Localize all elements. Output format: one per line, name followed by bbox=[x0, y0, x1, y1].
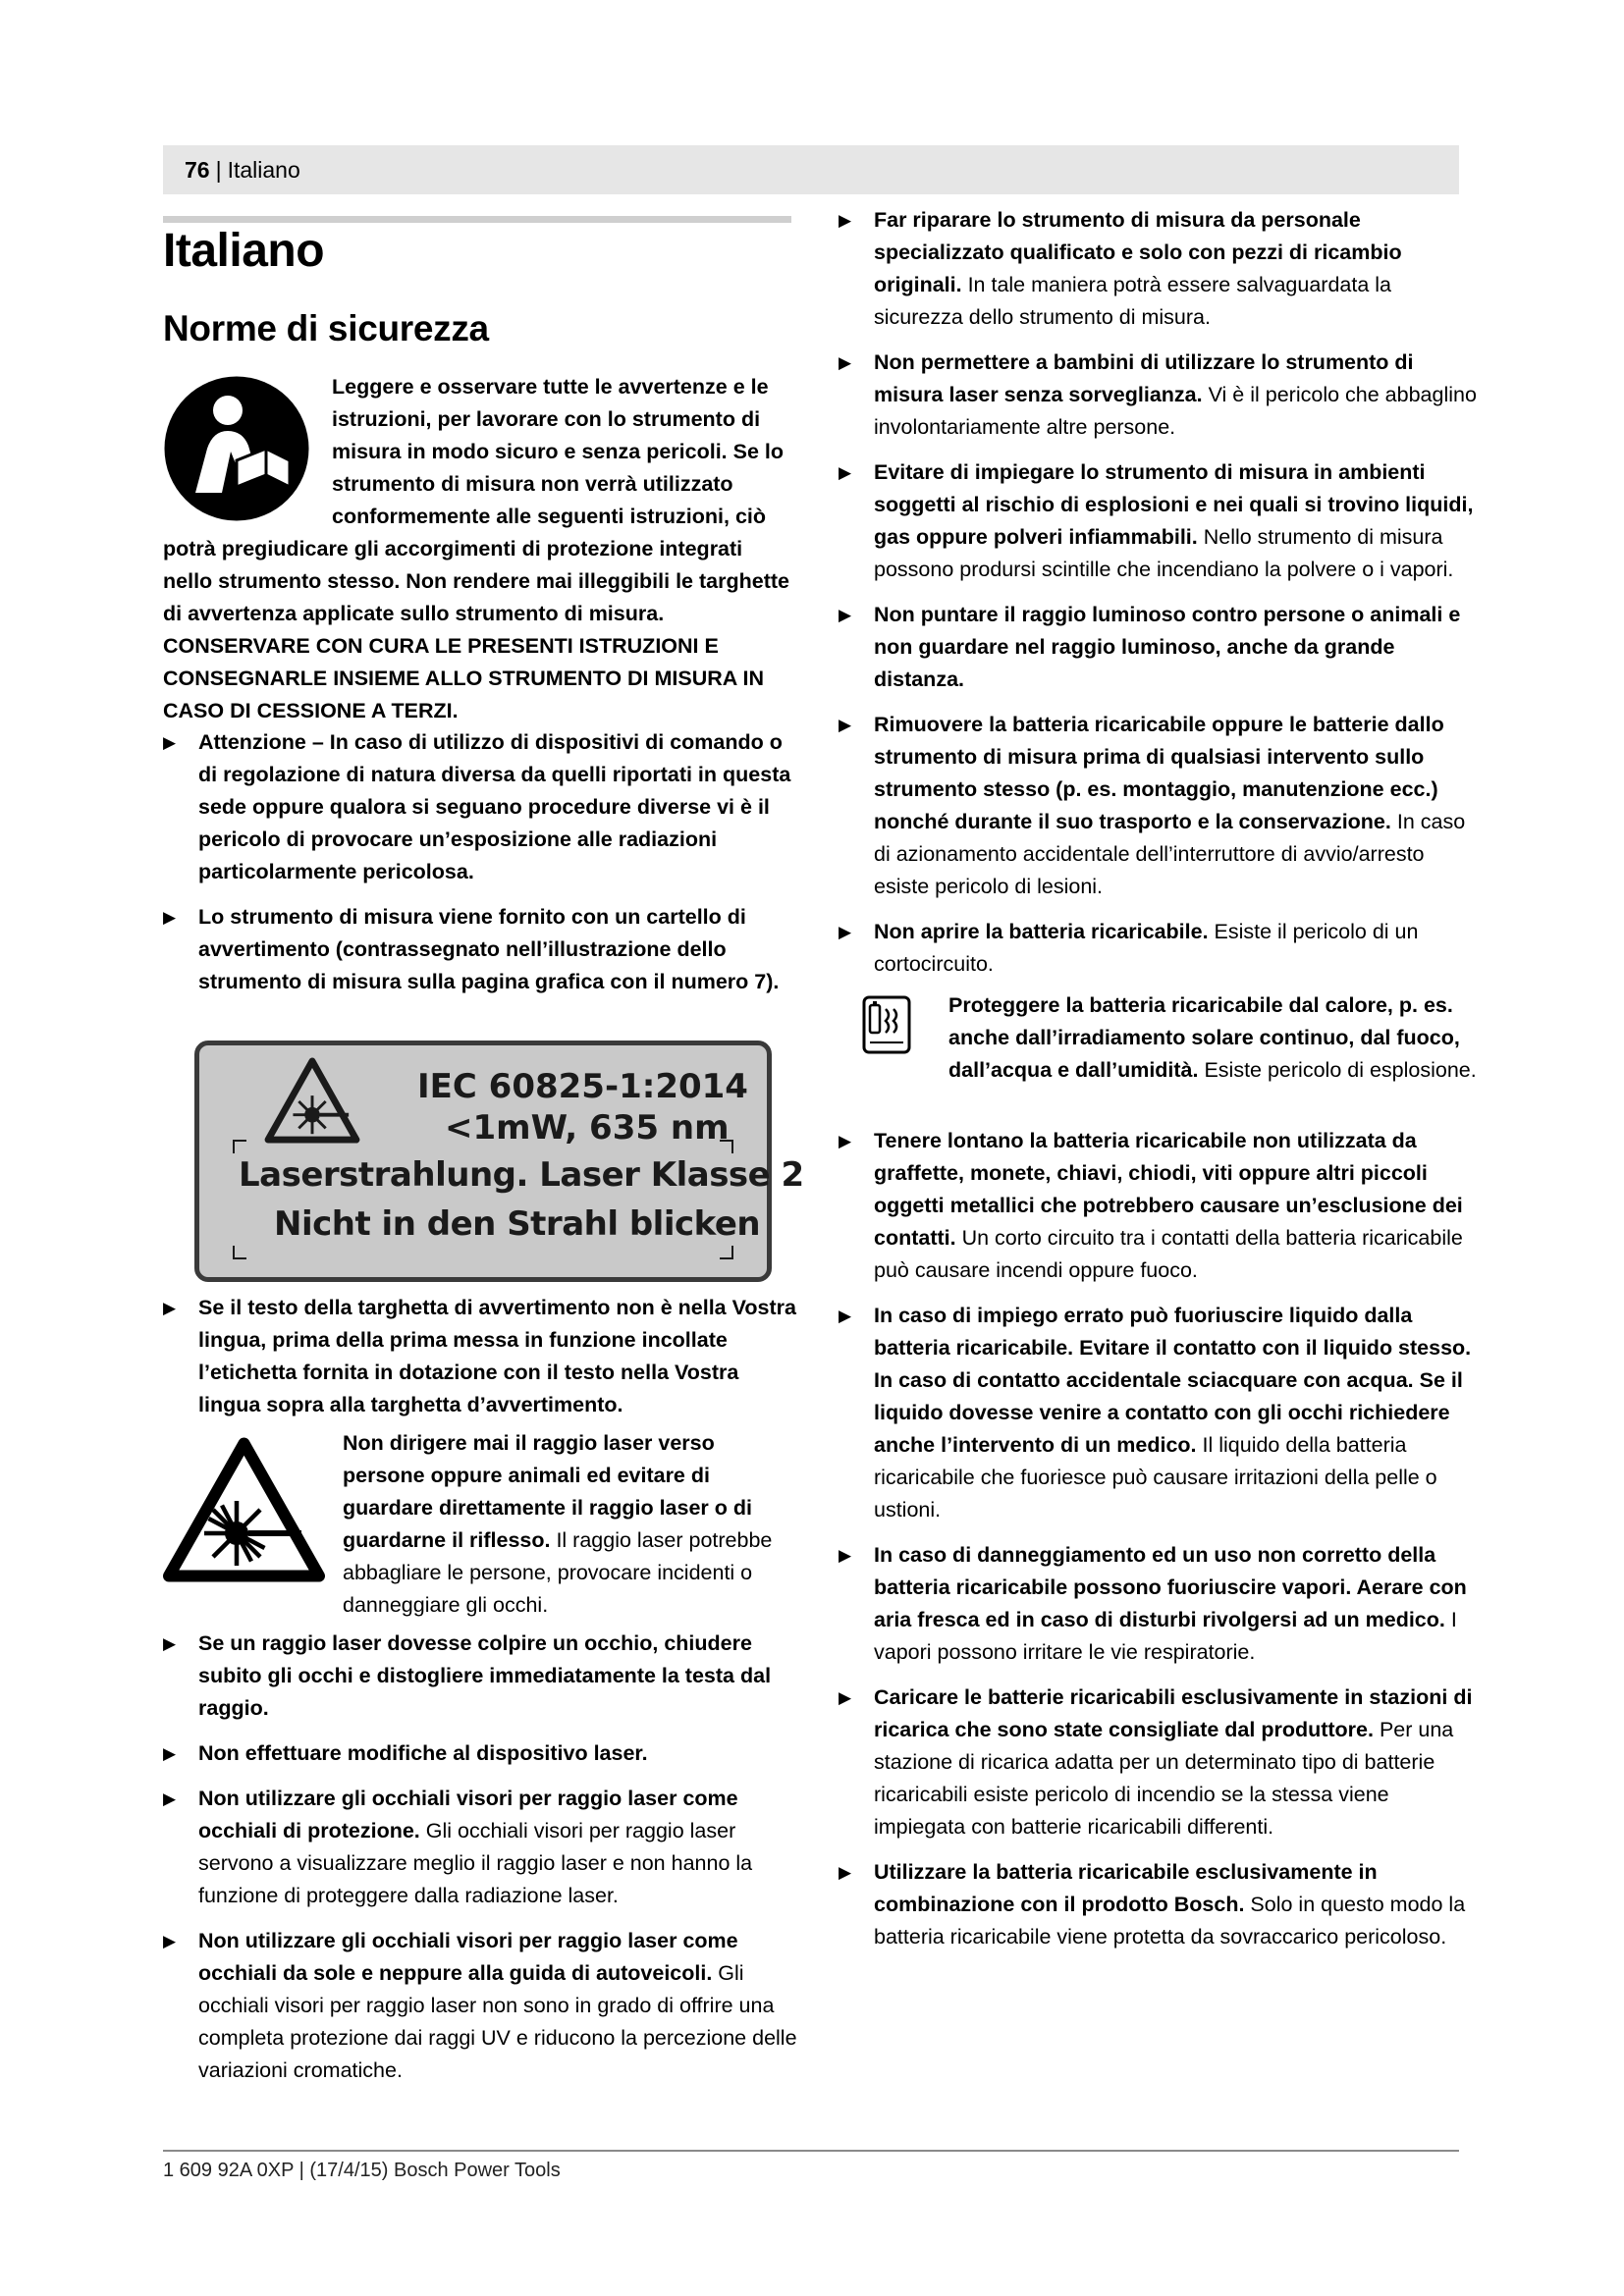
safety-item-bold: Evitare di impiegare lo strumento di misura in ambienti soggetti al rischio di esplosioni e nei quali si trovino liquidi, gas oppure polveri infiammabili. bbox=[874, 460, 1474, 549]
bullet-arrow-icon: ▶ bbox=[839, 1688, 852, 1707]
header-language: Italiano bbox=[227, 156, 300, 183]
page-title: Italiano bbox=[163, 225, 325, 277]
bullet-arrow-icon: ▶ bbox=[839, 1132, 852, 1150]
title-rule bbox=[163, 216, 791, 223]
laser-warning-bold: Non dirigere mai il raggio laser verso persone oppure animali ed evitare di guardare direttamente il raggio laser o di guardarne il riflesso. bbox=[343, 1431, 752, 1552]
safety-item bbox=[839, 1125, 1483, 1287]
safety-item-bold: Utilizzare la batteria ricaricabile esclusivamente in combinazione con il prodotto Bosch. bbox=[874, 1860, 1378, 1916]
safety-item-bold: Non utilizzare gli occhiali visori per raggio laser come occhiali di protezione. bbox=[198, 1787, 738, 1842]
safety-item-bold: Se il testo della targhetta di avvertimento non è nella Vostra lingua, prima della prima messa in funzione incollate l’etichetta fornita in dotazione con il testo nella Vostra lingua sopra alla targhetta d’avvertimento. bbox=[198, 1296, 796, 1416]
label-corner bbox=[720, 1246, 733, 1259]
safety-item bbox=[839, 456, 1483, 586]
safety-item bbox=[839, 1682, 1483, 1843]
laser-warning-label bbox=[194, 1041, 804, 1282]
bullet-arrow-icon: ▶ bbox=[163, 1932, 177, 1950]
label-power: <1mW, 635 nm bbox=[445, 1108, 730, 1148]
bullet-arrow-icon: ▶ bbox=[839, 211, 852, 230]
battery-heat-icon bbox=[862, 995, 911, 1054]
safety-item-normal: In tale maniera potrà essere salvaguardata la sicurezza dello strumento di misura. bbox=[874, 273, 1392, 329]
safety-item bbox=[163, 1783, 801, 1912]
safety-item-normal: I vapori possono irritare le vie respiratorie. bbox=[874, 1608, 1457, 1664]
safety-item-normal: Gli occhiali visori per raggio laser servono a visualizzare meglio il raggio laser e non hanno la funzione di proteggere dalla radiazione laser. bbox=[198, 1819, 753, 1907]
battery-heat-warning-normal: Esiste pericolo di esplosione. bbox=[1198, 1058, 1477, 1082]
bullet-arrow-icon: ▶ bbox=[163, 1634, 177, 1653]
laser-warning-normal: Il raggio laser potrebbe abbagliare le persone, provocare incidenti o danneggiare gli occhi. bbox=[343, 1528, 773, 1617]
bullet-arrow-icon: ▶ bbox=[163, 1299, 177, 1317]
safety-item-normal: Un corto circuito tra i contatti della batteria ricaricabile può causare incendi oppure fuoco. bbox=[874, 1226, 1463, 1282]
page-header bbox=[163, 145, 1459, 194]
safety-item bbox=[839, 599, 1483, 696]
bullet-arrow-icon: ▶ bbox=[163, 908, 177, 927]
safety-item-bold: Far riparare lo strumento di misura da personale specializzato qualificato e solo con pezzi di ricambio originali. bbox=[874, 208, 1402, 296]
battery-heat-warning-bold: Proteggere la batteria ricaricabile dal calore, p. es. anche dall’irradiamento solare continuo, dal fuoco, dall’acqua e dall’umidità. bbox=[948, 993, 1460, 1082]
label-laser-class: Laserstrahlung. Laser Klasse 2 bbox=[239, 1155, 804, 1195]
safety-list-right-2 bbox=[839, 1125, 1483, 1966]
safety-item bbox=[839, 347, 1483, 444]
safety-item-bold: Caricare le batterie ricaricabili esclusivamente in stazioni di ricarica che sono state consigliate dal produttore. bbox=[874, 1685, 1473, 1741]
safety-item-normal: Gli occhiali visori per raggio laser non sono in grado di offrire una completa protezione dai raggi UV e riducono la percezione delle variazioni cromatiche. bbox=[198, 1961, 797, 2082]
page-footer: 1 609 92A 0XP | (17/4/15) Bosch Power Tools bbox=[163, 2160, 561, 2181]
safety-item-bold: Non utilizzare gli occhiali visori per raggio laser come occhiali da sole e neppure alla guida di autoveicoli. bbox=[198, 1929, 738, 1985]
safety-item bbox=[839, 1539, 1483, 1669]
battery-heat-warning-text bbox=[948, 989, 1483, 1087]
bullet-arrow-icon: ▶ bbox=[839, 463, 852, 482]
intro-text: Leggere e osservare tutte le avvertenze e le istruzioni, per lavorare con lo strumento di misura in modo sicuro e senza pericoli. Se lo strumento di misura non verrà utilizzato conformemente alle seguenti istruzioni, ciò potrà pregiudicare gli accorgimenti di protezione integrati nello strumento stesso. Non rendere mai illeggibili le targhette di avvertenza applicate sullo strumento di misura. CONSERVARE CON CURA LE PRESENTI ISTRUZIONI E CONSEGNARLE INSIEME ALLO STRUMENTO DI MISURA IN CASO DI CESSIONE A TERZI. bbox=[163, 375, 789, 722]
safety-list-left-1 bbox=[163, 726, 801, 1011]
safety-item bbox=[163, 1292, 801, 1421]
label-corner bbox=[233, 1140, 246, 1153]
bullet-arrow-icon: ▶ bbox=[839, 353, 852, 372]
intro-paragraph bbox=[163, 371, 791, 727]
label-do-not-stare: Nicht in den Strahl blicken bbox=[274, 1204, 761, 1244]
bullet-arrow-icon: ▶ bbox=[839, 1307, 852, 1325]
safety-item bbox=[163, 1925, 801, 2087]
safety-item-bold: Non aprire la batteria ricaricabile. bbox=[874, 920, 1209, 943]
safety-list-left-3 bbox=[163, 1628, 801, 2100]
laser-hazard-icon bbox=[163, 1435, 325, 1584]
safety-item-bold: Non effettuare modifiche al dispositivo laser. bbox=[198, 1741, 648, 1765]
safety-item-bold: Non puntare il raggio luminoso contro persone o animali e non guardare nel raggio luminoso, anche da grande distanza. bbox=[874, 603, 1461, 691]
safety-item bbox=[839, 709, 1483, 903]
safety-item bbox=[839, 204, 1483, 334]
safety-item-bold: In caso di impiego errato può fuoriuscire liquido dalla batteria ricaricabile. Evitare il contatto con il liquido stesso. In caso di contatto accidentale sciacquare con acqua. Se il liquido dovesse venire a contatto con gli occhi richiedere anche l’intervento di un medico. bbox=[874, 1304, 1472, 1457]
bullet-arrow-icon: ▶ bbox=[839, 606, 852, 624]
footer-rule bbox=[163, 2150, 1459, 2152]
header-separator: | bbox=[215, 156, 222, 183]
safety-item bbox=[839, 916, 1483, 981]
bullet-arrow-icon: ▶ bbox=[839, 1546, 852, 1565]
safety-item bbox=[163, 901, 801, 998]
section-title: Norme di sicurezza bbox=[163, 308, 489, 348]
read-manual-icon bbox=[163, 375, 310, 522]
safety-item-bold: Rimuovere la batteria ricaricabile oppure le batterie dallo strumento di misura prima di qualsiasi intervento sullo strumento stesso (p. es. montaggio, manutenzione ecc.) nonché durante il suo trasporto e la conservazione. bbox=[874, 713, 1444, 833]
safety-list-right-1 bbox=[839, 204, 1483, 993]
safety-item-normal: Nello strumento di misura possono prodursi scintille che incendiano la polvere o i vapori. bbox=[874, 525, 1454, 581]
safety-list-left-2 bbox=[163, 1292, 801, 1434]
laser-hazard-small-icon bbox=[264, 1057, 360, 1144]
bullet-arrow-icon: ▶ bbox=[163, 733, 177, 752]
bullet-arrow-icon: ▶ bbox=[163, 1789, 177, 1808]
label-standard: IEC 60825-1:2014 bbox=[417, 1067, 748, 1106]
safety-item-normal: Vi è il pericolo che abbaglino involontariamente altre persone. bbox=[874, 383, 1477, 439]
safety-item-normal: Esiste il pericolo di un cortocircuito. bbox=[874, 920, 1419, 976]
safety-item bbox=[163, 1737, 801, 1770]
safety-item bbox=[839, 1300, 1483, 1526]
bullet-arrow-icon: ▶ bbox=[839, 716, 852, 734]
label-corner bbox=[720, 1140, 733, 1153]
safety-item-normal: Solo in questo modo la batteria ricaricabile viene protetta da sovraccarico pericoloso. bbox=[874, 1893, 1466, 1949]
safety-item-bold: Lo strumento di misura viene fornito con un cartello di avvertimento (contrassegnato nell’illustrazione dello strumento di misura sulla pagina grafica con il numero 7). bbox=[198, 905, 780, 993]
page-number: 76 bbox=[185, 156, 210, 183]
label-corner bbox=[233, 1246, 246, 1259]
bullet-arrow-icon: ▶ bbox=[163, 1744, 177, 1763]
laser-warning-text bbox=[343, 1427, 789, 1622]
safety-item-bold: Non permettere a bambini di utilizzare lo strumento di misura laser senza sorveglianza. bbox=[874, 350, 1414, 406]
safety-item bbox=[839, 1856, 1483, 1953]
safety-item-bold: In caso di danneggiamento ed un uso non corretto della batteria ricaricabile possono fuoriuscire vapori. Aerare con aria fresca ed in caso di disturbi rivolgersi ad un medico. bbox=[874, 1543, 1467, 1631]
bullet-arrow-icon: ▶ bbox=[839, 923, 852, 941]
safety-item bbox=[163, 726, 801, 888]
safety-item-normal: Per una stazione di ricarica adatta per un determinato tipo di batterie ricaricabili esiste pericolo di incendio se la stessa viene impiegata con batterie ricaricabili differenti. bbox=[874, 1718, 1454, 1839]
bullet-arrow-icon: ▶ bbox=[839, 1863, 852, 1882]
safety-item-normal: In caso di azionamento accidentale dell’interruttore di avvio/arresto esiste pericolo di lesioni. bbox=[874, 810, 1466, 898]
safety-item-bold: Attenzione – In caso di utilizzo di dispositivi di comando o di regolazione di natura diversa da quelli riportati in questa sede oppure qualora si seguano procedure diverse vi è il pericolo di provocare un’esposizione alle radiazioni particolarmente pericolosa. bbox=[198, 730, 791, 883]
safety-item-normal: Il liquido della batteria ricaricabile che fuoriesce può causare irritazioni della pelle o ustioni. bbox=[874, 1433, 1437, 1522]
safety-item-bold: Tenere lontano la batteria ricaricabile non utilizzata da graffette, monete, chiavi, chiodi, viti oppure altri piccoli oggetti metallici che potrebbero causare un’esclusione dei contatti. bbox=[874, 1129, 1463, 1250]
safety-item-bold: Se un raggio laser dovesse colpire un occhio, chiudere subito gli occhi e distogliere immediatamente la testa dal raggio. bbox=[198, 1631, 772, 1720]
safety-item bbox=[163, 1628, 801, 1725]
